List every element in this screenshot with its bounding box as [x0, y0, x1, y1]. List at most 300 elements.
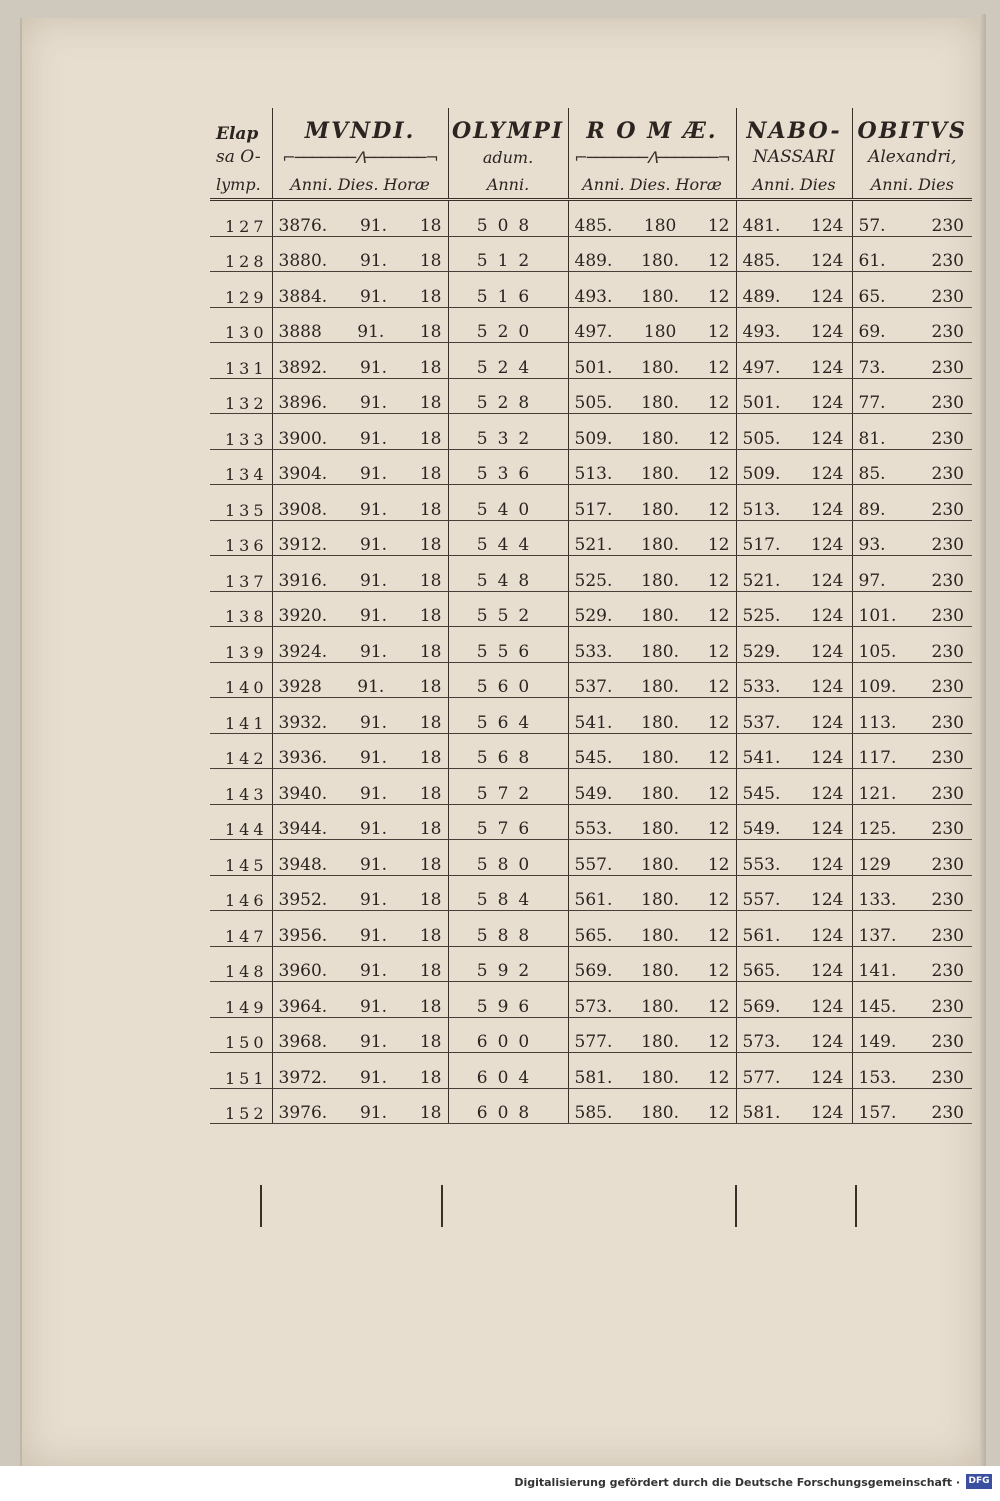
nabo-cell	[736, 343, 852, 379]
olympiad-number: 131	[224, 358, 268, 378]
header-nabo-sub: NASSARI	[736, 144, 852, 170]
romae-hours: 12	[707, 251, 730, 271]
olympiad-cell	[210, 733, 272, 769]
obitus-years: 157.	[858, 1103, 897, 1123]
header-obitus-title: OBITVS	[852, 108, 972, 144]
olympiadum-years: 576	[476, 819, 540, 839]
mundi-days: 91.	[359, 819, 388, 839]
obitus-cell	[852, 1017, 972, 1053]
nabo-days: 124	[811, 428, 844, 449]
obitus-years: 61.	[858, 251, 886, 271]
olympiad-number: 138	[224, 607, 268, 626]
obitus-cell	[852, 414, 972, 450]
olympiadum-years: 560	[476, 677, 540, 697]
obitus-days: 230	[931, 428, 964, 449]
obitus-days: 230	[931, 322, 964, 342]
olympiadum-years: 540	[476, 499, 540, 520]
header-row-3	[210, 170, 972, 200]
romae-years: 581.	[574, 1067, 613, 1088]
romae-hours: 12	[707, 748, 730, 768]
romae-days: 180.	[641, 996, 680, 1017]
olympiadum-cell	[448, 272, 568, 308]
mundi-cell	[272, 1017, 448, 1053]
table-row	[210, 733, 972, 769]
olympiad-cell	[210, 485, 272, 521]
obitus-days: 230	[931, 1103, 964, 1123]
obitus-cell	[852, 840, 972, 876]
nabo-days: 124	[811, 322, 844, 342]
mundi-days: 91.	[359, 535, 388, 555]
mundi-years: 3900.	[278, 428, 328, 449]
olympiadum-cell	[448, 485, 568, 521]
mundi-days: 91.	[359, 464, 388, 484]
mundi-hours: 18	[419, 464, 442, 484]
mundi-cell	[272, 946, 448, 982]
olympiad-number: 132	[224, 394, 268, 413]
olympiadum-years: 512	[476, 251, 540, 271]
nabo-days: 124	[811, 961, 844, 981]
mundi-hours: 18	[419, 748, 442, 768]
mundi-years: 3976.	[278, 1103, 328, 1123]
mundi-days: 91.	[359, 251, 388, 271]
nabo-years: 525.	[742, 606, 781, 626]
table-row	[210, 698, 972, 734]
obitus-cell	[852, 875, 972, 911]
table-row	[210, 662, 972, 698]
obitus-cell	[852, 1088, 972, 1124]
column-rule-tail	[855, 1185, 857, 1227]
nabo-days: 124	[811, 996, 844, 1017]
mundi-years: 3952.	[278, 890, 328, 910]
table-row	[210, 485, 972, 521]
romae-hours: 12	[707, 215, 730, 236]
romae-days: 180.	[641, 1032, 680, 1052]
nabo-days: 124	[811, 854, 844, 875]
nabo-days: 124	[811, 748, 844, 768]
mundi-cell	[272, 272, 448, 308]
olympiadum-cell	[448, 236, 568, 272]
obitus-cell	[852, 698, 972, 734]
mundi-cell	[272, 378, 448, 414]
olympiadum-cell	[448, 698, 568, 734]
nabo-cell	[736, 698, 852, 734]
romae-days: 180.	[641, 499, 680, 520]
romae-years: 505.	[574, 393, 613, 413]
mundi-days: 91.	[359, 499, 388, 520]
header-obitus-sub: Alexandri,	[852, 144, 972, 170]
mundi-cell	[272, 627, 448, 663]
romae-days: 180.	[641, 1103, 680, 1123]
mundi-hours: 18	[419, 1032, 442, 1052]
romae-years: 557.	[574, 854, 613, 875]
obitus-cell	[852, 520, 972, 556]
header-obitus-units: Anni. Dies	[852, 170, 972, 200]
romae-hours: 12	[707, 570, 730, 591]
olympiad-number: 152	[224, 1104, 268, 1123]
romae-days: 180.	[641, 712, 680, 733]
table-row	[210, 911, 972, 947]
olympiadum-cell	[448, 343, 568, 379]
obitus-cell	[852, 804, 972, 840]
romae-hours: 12	[707, 961, 730, 981]
olympiad-cell	[210, 236, 272, 272]
olympiad-cell	[210, 662, 272, 698]
olympiadum-years: 532	[476, 428, 540, 449]
nabo-years: 581.	[742, 1103, 781, 1123]
obitus-cell	[852, 236, 972, 272]
olympiadum-cell	[448, 840, 568, 876]
obitus-years: 113.	[858, 712, 897, 733]
olympiad-number: 148	[224, 962, 268, 981]
nabo-years: 541.	[742, 748, 781, 768]
mundi-hours: 18	[419, 854, 442, 875]
mundi-hours: 18	[419, 1067, 442, 1088]
header-row-2	[210, 144, 972, 170]
nabo-days: 124	[811, 890, 844, 910]
romae-days: 180.	[641, 606, 680, 626]
nabo-cell	[736, 378, 852, 414]
romae-years: 573.	[574, 996, 613, 1017]
olympiadum-cell	[448, 520, 568, 556]
olympiad-number: 149	[224, 997, 268, 1017]
romae-years: 553.	[574, 819, 613, 839]
romae-days: 180.	[641, 1067, 680, 1088]
obitus-days: 230	[931, 641, 964, 662]
obitus-years: 73.	[858, 357, 886, 378]
olympiad-cell	[210, 804, 272, 840]
nabo-years: 529.	[742, 641, 781, 662]
mundi-hours: 18	[419, 428, 442, 449]
mundi-hours: 18	[419, 322, 442, 342]
olympiadum-years: 596	[476, 996, 540, 1017]
nabo-years: 489.	[742, 286, 781, 307]
header-romae-units: Anni. Dies. Horæ	[568, 170, 736, 200]
olympiadum-cell	[448, 627, 568, 663]
olympiad-cell	[210, 1088, 272, 1124]
obitus-years: 137.	[858, 925, 897, 946]
nabo-cell	[736, 307, 852, 343]
nabo-cell	[736, 449, 852, 485]
obitus-cell	[852, 733, 972, 769]
olympiadum-years: 548	[476, 570, 540, 591]
romae-cell	[568, 556, 736, 592]
nabo-days: 124	[811, 783, 844, 804]
romae-days: 180	[643, 215, 677, 236]
nabo-days: 124	[811, 464, 844, 484]
obitus-cell	[852, 378, 972, 414]
romae-cell	[568, 591, 736, 627]
mundi-years: 3884.	[278, 286, 328, 307]
mundi-hours: 18	[419, 925, 442, 946]
romae-cell	[568, 485, 736, 521]
olympiadum-cell	[448, 662, 568, 698]
table-row	[210, 875, 972, 911]
romae-cell	[568, 1053, 736, 1089]
mundi-years: 3904.	[278, 464, 328, 484]
header-row-1	[210, 108, 972, 144]
olympiad-number: 147	[224, 926, 268, 946]
nabo-years: 505.	[742, 428, 781, 449]
mundi-cell	[272, 733, 448, 769]
mundi-days: 91.	[359, 286, 388, 307]
mundi-cell	[272, 520, 448, 556]
mundi-cell	[272, 414, 448, 450]
nabo-cell	[736, 946, 852, 982]
obitus-days: 230	[931, 215, 964, 236]
obitus-days: 230	[931, 1032, 964, 1052]
olympiadum-years: 520	[476, 322, 540, 342]
olympiad-number: 146	[224, 891, 268, 910]
table-row	[210, 307, 972, 343]
header-olymp-2: sa O-	[216, 147, 261, 167]
olympiad-cell	[210, 449, 272, 485]
mundi-cell	[272, 200, 448, 237]
romae-hours: 12	[707, 854, 730, 875]
romae-cell	[568, 1017, 736, 1053]
nabo-days: 124	[811, 925, 844, 946]
romae-cell	[568, 911, 736, 947]
romae-cell	[568, 307, 736, 343]
table-row	[210, 946, 972, 982]
mundi-days: 91.	[359, 215, 388, 236]
nabo-years: 553.	[742, 854, 781, 875]
romae-years: 501.	[574, 357, 613, 378]
obitus-cell	[852, 272, 972, 308]
romae-years: 517.	[574, 499, 613, 520]
mundi-hours: 18	[419, 890, 442, 910]
obitus-days: 230	[931, 606, 964, 626]
obitus-cell	[852, 946, 972, 982]
olympiadum-years: 588	[476, 925, 540, 946]
romae-days: 180.	[641, 961, 680, 981]
romae-cell	[568, 662, 736, 698]
chronology-table	[210, 108, 972, 1124]
romae-cell	[568, 414, 736, 450]
obitus-years: 125.	[858, 819, 897, 839]
nabo-years: 521.	[742, 570, 781, 591]
obitus-years: 121.	[858, 783, 897, 804]
romae-cell	[568, 804, 736, 840]
olympiad-number: 137	[224, 571, 268, 591]
olympiad-number: 129	[224, 287, 268, 307]
mundi-hours: 18	[419, 996, 442, 1017]
olympiadum-cell	[448, 982, 568, 1018]
romae-days: 180.	[641, 286, 680, 307]
olympiadum-years: 600	[476, 1032, 540, 1052]
mundi-hours: 18	[419, 606, 442, 626]
header-nabo-units: Anni. Dies	[736, 170, 852, 200]
olympiadum-cell	[448, 946, 568, 982]
olympiadum-years: 528	[476, 393, 540, 413]
mundi-years: 3920.	[278, 606, 328, 626]
mundi-days: 91.	[359, 428, 388, 449]
mundi-hours: 18	[419, 783, 442, 804]
romae-years: 493.	[574, 286, 613, 307]
romae-years: 497.	[574, 322, 613, 342]
olympiadum-years: 568	[476, 748, 540, 768]
nabo-cell	[736, 1088, 852, 1124]
footer-credit: Digitalisierung gefördert durch die Deutsche Forschungsgemeinschaft ·	[514, 1476, 960, 1489]
olympiad-number: 145	[224, 855, 268, 875]
olympiad-cell	[210, 911, 272, 947]
mundi-years: 3932.	[278, 712, 328, 733]
mundi-days: 91.	[359, 890, 388, 910]
nabo-days: 124	[811, 357, 844, 378]
olympiad-cell	[210, 769, 272, 805]
olympiad-number: 133	[224, 429, 268, 449]
obitus-years: 141.	[858, 961, 897, 981]
nabo-cell	[736, 200, 852, 237]
romae-hours: 12	[707, 322, 730, 342]
olympiadum-years: 552	[476, 606, 540, 626]
romae-years: 541.	[574, 712, 613, 733]
nabo-years: 545.	[742, 783, 781, 804]
romae-cell	[568, 733, 736, 769]
nabo-days: 124	[811, 677, 844, 697]
nabo-cell	[736, 733, 852, 769]
romae-cell	[568, 343, 736, 379]
nabo-days: 124	[811, 215, 844, 236]
mundi-hours: 18	[419, 357, 442, 378]
table-row	[210, 272, 972, 308]
olympiad-cell	[210, 414, 272, 450]
table-row	[210, 840, 972, 876]
nabo-cell	[736, 520, 852, 556]
nabo-years: 497.	[742, 357, 781, 378]
olympiadum-cell	[448, 804, 568, 840]
olympiadum-cell	[448, 449, 568, 485]
olympiad-number: 130	[224, 323, 268, 342]
nabo-years: 513.	[742, 499, 781, 520]
olympiad-cell	[210, 1053, 272, 1089]
nabo-cell	[736, 769, 852, 805]
romae-days: 180.	[641, 819, 680, 839]
olympiadum-years: 592	[476, 961, 540, 981]
romae-years: 525.	[574, 570, 613, 591]
table-row	[210, 556, 972, 592]
mundi-hours: 18	[419, 215, 442, 236]
romae-years: 513.	[574, 464, 613, 484]
table-row	[210, 1088, 972, 1124]
romae-hours: 12	[707, 357, 730, 378]
mundi-years: 3948.	[278, 854, 328, 875]
olympiad-number: 139	[224, 642, 268, 662]
obitus-days: 230	[931, 961, 964, 981]
mundi-days: 91.	[359, 606, 388, 626]
mundi-hours: 18	[419, 641, 442, 662]
mundi-years: 3940.	[278, 783, 328, 804]
mundi-cell	[272, 875, 448, 911]
romae-hours: 12	[707, 996, 730, 1017]
obitus-days: 230	[931, 748, 964, 768]
nabo-cell	[736, 272, 852, 308]
table-row	[210, 520, 972, 556]
mundi-cell	[272, 1053, 448, 1089]
dfg-logo: DFG	[966, 1474, 992, 1489]
romae-cell	[568, 875, 736, 911]
olympiad-cell	[210, 520, 272, 556]
obitus-years: 93.	[858, 535, 886, 555]
header-olympiadum-sub: adum.	[448, 144, 568, 170]
nabo-days: 124	[811, 819, 844, 839]
nabo-years: 577.	[742, 1067, 781, 1088]
nabo-days: 124	[811, 570, 844, 591]
olympiad-number: 140	[224, 678, 268, 697]
mundi-cell	[272, 662, 448, 698]
obitus-days: 230	[931, 286, 964, 307]
olympiad-cell	[210, 556, 272, 592]
obitus-days: 230	[931, 925, 964, 946]
table-row	[210, 449, 972, 485]
table-row	[210, 591, 972, 627]
nabo-days: 124	[811, 1103, 844, 1123]
mundi-years: 3928	[278, 677, 322, 697]
mundi-years: 3936.	[278, 748, 328, 768]
header-romae-title: R O M Æ.	[568, 108, 736, 144]
header-olymp-3: lymp.	[210, 170, 272, 200]
olympiadum-cell	[448, 200, 568, 237]
olympiadum-cell	[448, 769, 568, 805]
mundi-hours: 18	[419, 677, 442, 697]
table-row	[210, 804, 972, 840]
mundi-hours: 18	[419, 499, 442, 520]
obitus-cell	[852, 982, 972, 1018]
romae-hours: 12	[707, 286, 730, 307]
mundi-years: 3880.	[278, 251, 328, 271]
romae-hours: 12	[707, 1032, 730, 1052]
romae-years: 489.	[574, 251, 613, 271]
nabo-years: 533.	[742, 677, 781, 697]
obitus-years: 77.	[858, 393, 886, 413]
olympiad-cell	[210, 982, 272, 1018]
olympiad-number: 135	[224, 500, 268, 520]
romae-days: 180.	[641, 783, 680, 804]
nabo-cell	[736, 875, 852, 911]
mundi-cell	[272, 698, 448, 734]
romae-hours: 12	[707, 606, 730, 626]
romae-days: 180.	[641, 641, 680, 662]
olympiad-number: 144	[224, 820, 268, 839]
romae-hours: 12	[707, 641, 730, 662]
mundi-days: 91.	[359, 570, 388, 591]
mundi-days: 91.	[359, 1103, 388, 1123]
mundi-hours: 18	[419, 1103, 442, 1123]
mundi-years: 3912.	[278, 535, 328, 555]
romae-cell	[568, 982, 736, 1018]
obitus-years: 149.	[858, 1032, 897, 1052]
nabo-days: 124	[811, 393, 844, 413]
romae-hours: 12	[707, 925, 730, 946]
obitus-days: 230	[931, 499, 964, 520]
header-olymp-1: Elap	[216, 124, 259, 144]
table-row	[210, 1017, 972, 1053]
obitus-years: 133.	[858, 890, 897, 910]
mundi-days: 91.	[357, 677, 385, 697]
olympiad-cell	[210, 875, 272, 911]
mundi-years: 3908.	[278, 499, 328, 520]
olympiadum-years: 544	[476, 535, 540, 555]
mundi-days: 91.	[359, 1067, 388, 1088]
romae-hours: 12	[707, 712, 730, 733]
olympiad-number: 134	[224, 465, 268, 484]
romae-years: 585.	[574, 1103, 613, 1123]
mundi-hours: 18	[419, 286, 442, 307]
romae-days: 180.	[641, 748, 680, 768]
romae-days: 180.	[641, 570, 680, 591]
olympiad-cell	[210, 1017, 272, 1053]
table-row	[210, 1053, 972, 1089]
olympiadum-years: 584	[476, 890, 540, 910]
